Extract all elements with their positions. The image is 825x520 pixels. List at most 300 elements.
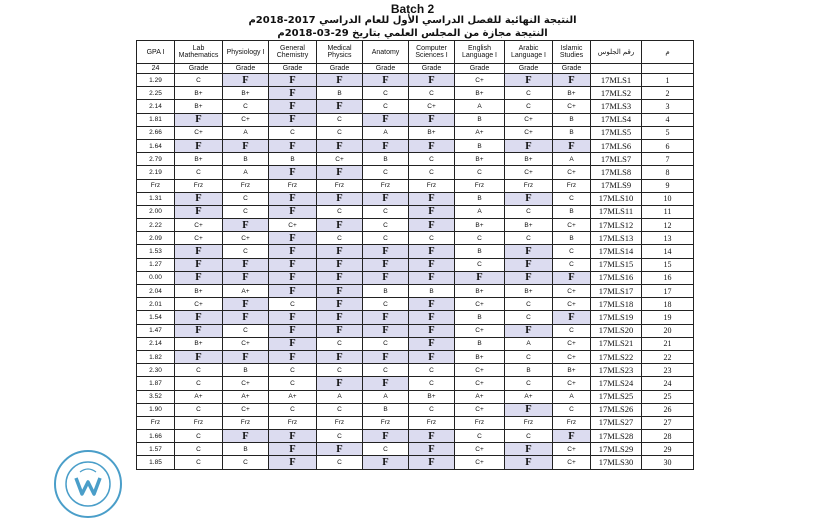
grade-cell: C [175, 443, 223, 456]
table-row [137, 192, 694, 205]
grade-cell: C [363, 337, 409, 350]
grade-cell: F [317, 74, 363, 87]
grade-cell: C [317, 205, 363, 218]
seat-number-cell: 17MLS25 [591, 390, 642, 403]
grade-label [591, 64, 642, 74]
grade-cell: C [505, 430, 553, 443]
grade-cell: Frz [223, 179, 269, 192]
grade-cell: F [175, 192, 223, 205]
grade-cell: B [363, 153, 409, 166]
grade-cell: F [175, 258, 223, 271]
grade-cell: F [553, 139, 591, 152]
grade-cell: C [175, 403, 223, 416]
grade-cell: A [223, 126, 269, 139]
gpa-cell: Frz [137, 179, 175, 192]
grade-cell: Frz [363, 179, 409, 192]
grade-cell: Frz [317, 179, 363, 192]
grade-cell: F [269, 192, 317, 205]
grade-cell: F [363, 456, 409, 469]
grade-cell: C [505, 298, 553, 311]
grade-label: Grade [455, 64, 505, 74]
grade-cell: B+ [505, 285, 553, 298]
grade-cell: Frz [223, 416, 269, 429]
grade-cell: C+ [175, 232, 223, 245]
grade-cell: C [505, 87, 553, 100]
row-number-cell: 12 [642, 219, 694, 232]
grade-cell: F [409, 139, 455, 152]
row-number-cell: 1 [642, 74, 694, 87]
seat-number-cell: 17MLS17 [591, 285, 642, 298]
grade-cell: Frz [553, 416, 591, 429]
grade-label: Grade [317, 64, 363, 74]
seat-number-cell: 17MLS11 [591, 205, 642, 218]
grade-cell: C [363, 219, 409, 232]
grade-cell: B [553, 126, 591, 139]
grade-cell: C+ [317, 153, 363, 166]
grade-cell: B [317, 87, 363, 100]
grade-cell: C [409, 364, 455, 377]
seat-number-cell: 17MLS16 [591, 271, 642, 284]
column-header: Anatomy [363, 41, 409, 64]
grade-cell: F [505, 443, 553, 456]
grade-cell: C [175, 456, 223, 469]
table-row [137, 245, 694, 258]
grade-cell: B+ [455, 350, 505, 363]
grade-cell: F [175, 311, 223, 324]
grade-cell: F [175, 139, 223, 152]
column-header: Medical Physics [317, 41, 363, 64]
grade-cell: B+ [175, 153, 223, 166]
grade-cell: B [455, 311, 505, 324]
college-stamp-icon [52, 448, 124, 520]
grade-cell: B+ [553, 364, 591, 377]
gpa-cell: 2.14 [137, 337, 175, 350]
grade-cell: C+ [175, 219, 223, 232]
table-row [137, 430, 694, 443]
grade-cell: F [175, 324, 223, 337]
grade-cell: C [175, 364, 223, 377]
table-row [137, 337, 694, 350]
row-number-cell: 21 [642, 337, 694, 350]
grade-cell: F [269, 271, 317, 284]
gpa-cell: 2.14 [137, 100, 175, 113]
grade-cell: Frz [317, 416, 363, 429]
grade-cell: F [269, 350, 317, 363]
grade-cell: A [317, 390, 363, 403]
grade-cell: F [409, 443, 455, 456]
gpa-cell: 2.19 [137, 166, 175, 179]
grade-cell: A [223, 166, 269, 179]
gpa-cell: 2.79 [137, 153, 175, 166]
grade-cell: B+ [175, 337, 223, 350]
grade-cell: F [363, 74, 409, 87]
grade-cell: F [269, 205, 317, 218]
grade-cell: Frz [269, 416, 317, 429]
grade-cell: F [317, 245, 363, 258]
seat-number-cell: 17MLS22 [591, 350, 642, 363]
table-row [137, 126, 694, 139]
grade-cell: C+ [553, 443, 591, 456]
row-number-cell: 29 [642, 443, 694, 456]
grade-cell: F [269, 311, 317, 324]
grade-cell: F [409, 271, 455, 284]
seat-number-cell: 17MLS9 [591, 179, 642, 192]
row-number-cell: 16 [642, 271, 694, 284]
grade-cell: C [363, 87, 409, 100]
results-table [136, 40, 694, 470]
grade-cell: C [455, 232, 505, 245]
table-row [137, 403, 694, 416]
grade-cell: F [363, 324, 409, 337]
grade-cell: Frz [175, 416, 223, 429]
grade-cell: F [455, 271, 505, 284]
grade-cell: C+ [505, 166, 553, 179]
grade-cell: Frz [409, 179, 455, 192]
grade-cell: F [223, 219, 269, 232]
grade-cell: C [223, 192, 269, 205]
table-row [137, 350, 694, 363]
seat-number-cell: 17MLS28 [591, 430, 642, 443]
gpa-cell: Frz [137, 416, 175, 429]
gpa-cell: 1.87 [137, 377, 175, 390]
grade-cell: F [553, 311, 591, 324]
table-row [137, 258, 694, 271]
grade-cell: C+ [553, 100, 591, 113]
grade-cell: C [455, 166, 505, 179]
table-row [137, 87, 694, 100]
row-number-cell: 13 [642, 232, 694, 245]
row-number-cell: 24 [642, 377, 694, 390]
table-row [137, 179, 694, 192]
seat-number-cell: 17MLS6 [591, 139, 642, 152]
grade-cell: A+ [455, 390, 505, 403]
grade-cell: F [317, 377, 363, 390]
grade-cell: C [317, 456, 363, 469]
grade-cell: F [505, 74, 553, 87]
grade-cell: C [223, 456, 269, 469]
grade-cell: A+ [505, 390, 553, 403]
grade-cell: F [505, 456, 553, 469]
seat-number-cell: 17MLS26 [591, 403, 642, 416]
column-header: Computer Sciences I [409, 41, 455, 64]
gpa-cell: 2.66 [137, 126, 175, 139]
grade-cell: C [409, 403, 455, 416]
grade-cell: A [455, 205, 505, 218]
grade-cell: F [223, 271, 269, 284]
grade-label-row [137, 64, 694, 74]
gpa-cell: 1.53 [137, 245, 175, 258]
gpa-cell: 1.31 [137, 192, 175, 205]
row-number-cell: 20 [642, 324, 694, 337]
grade-cell: C+ [553, 350, 591, 363]
seat-number-cell: 17MLS21 [591, 337, 642, 350]
grade-cell: C [409, 377, 455, 390]
grade-cell: F [175, 350, 223, 363]
grade-cell: F [269, 166, 317, 179]
row-number-cell: 19 [642, 311, 694, 324]
grade-cell: C+ [455, 403, 505, 416]
grade-cell: B [269, 153, 317, 166]
grade-cell: C [409, 87, 455, 100]
grade-cell: F [317, 311, 363, 324]
grade-cell: F [363, 377, 409, 390]
grade-cell: F [223, 311, 269, 324]
grade-cell: C [363, 298, 409, 311]
table-row [137, 443, 694, 456]
gpa-cell: 1.85 [137, 456, 175, 469]
grade-cell: F [269, 337, 317, 350]
grade-cell: C+ [175, 298, 223, 311]
row-number-cell: 6 [642, 139, 694, 152]
grade-cell: F [317, 443, 363, 456]
column-header: رقم الجلوس [591, 41, 642, 64]
results-body [137, 74, 694, 470]
grade-cell: B+ [175, 285, 223, 298]
seat-number-cell: 17MLS1 [591, 74, 642, 87]
result-title-arabic: النتيجة النهائية للفصل الدراسي الأول للعام الدراسي 2017-2018م [248, 15, 577, 26]
grade-cell: C+ [505, 113, 553, 126]
table-row [137, 377, 694, 390]
grade-cell: B+ [409, 390, 455, 403]
row-number-cell: 25 [642, 390, 694, 403]
table-row [137, 324, 694, 337]
grade-cell: C+ [553, 219, 591, 232]
grade-cell: F [223, 258, 269, 271]
grade-cell: B [223, 364, 269, 377]
grade-cell: F [223, 139, 269, 152]
table-row [137, 311, 694, 324]
grade-cell: B+ [455, 219, 505, 232]
gpa-cell: 3.52 [137, 390, 175, 403]
grade-cell: F [269, 430, 317, 443]
gpa-cell: 2.04 [137, 285, 175, 298]
grade-cell: F [363, 311, 409, 324]
grade-cell: B+ [409, 126, 455, 139]
grade-cell: F [269, 245, 317, 258]
table-row [137, 74, 694, 87]
grade-cell: A+ [175, 390, 223, 403]
table-row [137, 364, 694, 377]
table-row [137, 298, 694, 311]
grade-cell: C [317, 364, 363, 377]
row-number-cell: 15 [642, 258, 694, 271]
gpa-cell: 2.30 [137, 364, 175, 377]
grade-cell: A [455, 100, 505, 113]
grade-cell: F [363, 245, 409, 258]
grade-cell: C+ [223, 377, 269, 390]
grade-cell: B [505, 364, 553, 377]
gpa-cell: 1.57 [137, 443, 175, 456]
grade-cell: F [409, 430, 455, 443]
grade-cell: A+ [455, 126, 505, 139]
grade-cell: C [269, 377, 317, 390]
grade-label: Grade [175, 64, 223, 74]
row-number-cell: 22 [642, 350, 694, 363]
grade-cell: C [505, 100, 553, 113]
column-header: General Chemistry [269, 41, 317, 64]
seat-number-cell: 17MLS13 [591, 232, 642, 245]
grade-cell: F [269, 456, 317, 469]
grade-cell: C+ [223, 337, 269, 350]
grade-cell: B [553, 232, 591, 245]
table-row [137, 219, 694, 232]
grade-cell: C [223, 324, 269, 337]
grade-cell: F [363, 192, 409, 205]
row-number-cell: 17 [642, 285, 694, 298]
grade-cell: C [553, 245, 591, 258]
grade-cell: C [505, 232, 553, 245]
seat-number-cell: 17MLS20 [591, 324, 642, 337]
row-number-cell: 9 [642, 179, 694, 192]
table-row [137, 285, 694, 298]
seat-number-cell: 17MLS24 [591, 377, 642, 390]
table-row [137, 416, 694, 429]
grade-cell: B [455, 139, 505, 152]
table-row [137, 139, 694, 152]
row-number-cell: 3 [642, 100, 694, 113]
grade-cell: Frz [175, 179, 223, 192]
grade-cell: F [269, 74, 317, 87]
grade-cell: C [409, 232, 455, 245]
seat-number-cell: 17MLS19 [591, 311, 642, 324]
grade-cell: C [505, 350, 553, 363]
grade-cell: F [269, 139, 317, 152]
grade-cell: B [223, 443, 269, 456]
grade-cell: C [269, 403, 317, 416]
gpa-cell: 1.90 [137, 403, 175, 416]
table-row [137, 205, 694, 218]
table-row [137, 113, 694, 126]
gpa-cell: 1.66 [137, 430, 175, 443]
grade-cell: C [553, 403, 591, 416]
grade-cell: C [455, 258, 505, 271]
grade-cell: B [455, 113, 505, 126]
grade-cell: C [269, 364, 317, 377]
gpa-cell: 1.27 [137, 258, 175, 271]
grade-cell: C+ [553, 337, 591, 350]
grade-cell: F [409, 205, 455, 218]
grade-cell: F [317, 100, 363, 113]
grade-cell: F [505, 324, 553, 337]
grade-cell: B [553, 113, 591, 126]
gpa-cell: 1.29 [137, 74, 175, 87]
seat-number-cell: 17MLS15 [591, 258, 642, 271]
grade-cell: A+ [223, 285, 269, 298]
grade-cell: C [175, 166, 223, 179]
grade-cell: C [269, 298, 317, 311]
grade-cell: Frz [455, 416, 505, 429]
seat-number-cell: 17MLS12 [591, 219, 642, 232]
grade-label: Grade [505, 64, 553, 74]
grade-cell: C [409, 166, 455, 179]
grade-cell: F [317, 285, 363, 298]
grade-cell: C+ [223, 403, 269, 416]
grade-cell: F [269, 285, 317, 298]
grade-cell: C [409, 153, 455, 166]
grade-cell: A [363, 126, 409, 139]
column-header: Arabic Language I [505, 41, 553, 64]
grade-cell: C [223, 245, 269, 258]
grade-cell: C [363, 205, 409, 218]
gpa-cell: 1.82 [137, 350, 175, 363]
grade-cell: Frz [455, 179, 505, 192]
row-number-cell: 26 [642, 403, 694, 416]
grade-cell: C+ [553, 298, 591, 311]
grade-cell: C+ [553, 377, 591, 390]
column-header-row [137, 41, 694, 64]
grade-cell: C [317, 430, 363, 443]
column-header: GPA I [137, 41, 175, 64]
grade-cell: C [317, 126, 363, 139]
row-number-cell: 5 [642, 126, 694, 139]
grade-cell: F [175, 245, 223, 258]
grade-cell: F [409, 113, 455, 126]
grade-cell: C [363, 100, 409, 113]
grade-cell: F [317, 192, 363, 205]
grade-cell: F [317, 258, 363, 271]
grade-cell: F [317, 298, 363, 311]
grade-cell: B+ [175, 87, 223, 100]
grade-cell: B+ [505, 153, 553, 166]
grade-cell: F [175, 205, 223, 218]
grade-cell: F [269, 324, 317, 337]
grade-cell: C [269, 126, 317, 139]
grade-cell: B [223, 153, 269, 166]
grade-cell: F [409, 258, 455, 271]
grade-cell: C [553, 192, 591, 205]
grade-cell: F [363, 113, 409, 126]
grade-label: Grade [363, 64, 409, 74]
gpa-cell: 0.00 [137, 271, 175, 284]
grade-cell: F [505, 258, 553, 271]
row-number-cell: 10 [642, 192, 694, 205]
grade-cell: A [363, 390, 409, 403]
grade-cell: C [223, 100, 269, 113]
grade-cell: C [175, 74, 223, 87]
grade-cell: C [175, 430, 223, 443]
grade-cell: C [317, 403, 363, 416]
gpa-cell: 2.22 [137, 219, 175, 232]
seat-number-cell: 17MLS10 [591, 192, 642, 205]
seat-number-cell: 17MLS7 [591, 153, 642, 166]
grade-cell: Frz [409, 416, 455, 429]
grade-cell: C+ [455, 456, 505, 469]
grade-cell: A+ [269, 390, 317, 403]
grade-cell: F [317, 350, 363, 363]
grade-cell: F [409, 324, 455, 337]
column-header: Physiology I [223, 41, 269, 64]
grade-cell: C [223, 205, 269, 218]
grade-cell: C+ [223, 232, 269, 245]
table-row [137, 271, 694, 284]
grade-cell: C+ [223, 113, 269, 126]
grade-cell: B [363, 403, 409, 416]
grade-cell: C [505, 205, 553, 218]
grade-cell: F [553, 271, 591, 284]
column-header: Lab Mathematics [175, 41, 223, 64]
row-number-cell: 11 [642, 205, 694, 218]
grade-cell: F [553, 430, 591, 443]
grade-cell: A [553, 390, 591, 403]
grade-cell: F [317, 219, 363, 232]
grade-cell: B+ [223, 87, 269, 100]
row-number-cell: 8 [642, 166, 694, 179]
row-number-cell: 30 [642, 456, 694, 469]
grade-cell: F [409, 74, 455, 87]
grade-cell: B+ [175, 100, 223, 113]
grade-cell: C [505, 377, 553, 390]
grade-cell: F [175, 113, 223, 126]
